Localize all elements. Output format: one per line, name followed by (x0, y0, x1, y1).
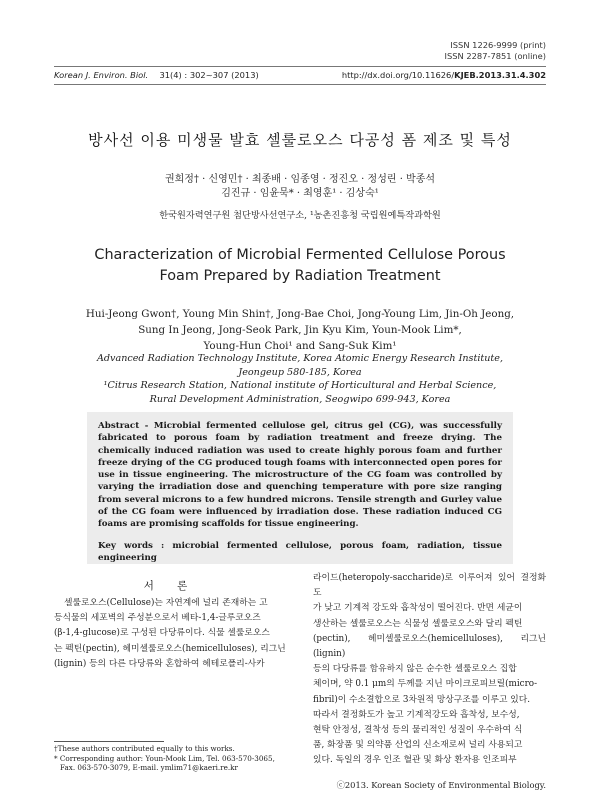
english-authors-line1: Hui-Jeong Gwon†, Young Min Shin†, Jong-Bae Choi, Jong-Young Lim, Jin-Oh Jeong, (85, 308, 515, 320)
issn-block (445, 40, 546, 62)
copyright-notice: ⓒ2013. Korean Society of Environmental Biology. (336, 780, 546, 790)
english-title (0, 245, 600, 287)
body-line: 있다. 독일의 경우 인조 혈관 및 화상 환자용 인조피부 (313, 755, 517, 766)
body-line: 체이며, 약 0.1 μm의 두께를 지닌 마이크로피브릴(micro- (313, 679, 538, 690)
doi-link[interactable] (342, 70, 546, 80)
body-line: 는 펙틴(pectin), 헤미셀룰로오스(hemicelluloses), 리그닌 (54, 643, 286, 654)
footnote-corresponding-author: * Corresponding author: Youn-Mook Lim, Tel. 063-570-3065, (54, 753, 275, 763)
header-top-rule (54, 66, 546, 67)
body-line: (lignin) 등의 다른 다당류와 혼합하여 헤테로폴리-사카 (54, 658, 265, 669)
issn-print: ISSN 1226-9999 (print) (450, 40, 546, 50)
section-heading-introduction: 서 론 (143, 580, 198, 592)
body-line: 현탁 안정성, 결착성 등의 물리적인 성질이 우수하여 식 (313, 725, 523, 736)
body-line: 품, 화장품 및 의약품 산업의 신소재로써 널리 사용되고 (313, 740, 523, 751)
english-affiliations (0, 352, 600, 406)
footnote-rule (54, 741, 164, 742)
footnote-equal-contribution: †These authors contributed equally to this works. (54, 744, 235, 753)
english-title-line2: Foam Prepared by Radiation Treatment (159, 268, 441, 284)
body-line: 셀룰로오스(Cellulose)는 자연계에 널리 존재하는 고 (64, 598, 268, 608)
abstract-box (87, 412, 513, 564)
body-column-left (54, 596, 287, 672)
body-line: 생산하는 셀룰로오스는 식물성 셀룰로오스와 달리 펙틴 (313, 618, 523, 629)
doi-suffix: KJEB.2013.31.4.302 (454, 70, 546, 80)
english-aff-line1: Advanced Radiation Technology Institute, Korea Atomic Energy Research Institute, (96, 353, 504, 364)
korean-authors-line2: 김진규 · 임윤묵* · 최영훈¹ · 김상숙¹ (221, 188, 379, 199)
english-authors (0, 306, 600, 354)
english-title-line1: Characterization of Microbial Fermented Cellulose Porous (94, 247, 506, 263)
issn-online: ISSN 2287-7851 (online) (444, 51, 546, 61)
keywords: Key words : microbial fermented cellulose, porous foam, radiation, tissue engineering (98, 540, 502, 563)
body-line: (pectin), 헤미셀룰로오스(hemicelluloses), 리그닌(lignin) (313, 633, 546, 660)
english-aff-line3: ¹Citrus Research Station, National institute of Horticultural and Herbal Science, (103, 380, 497, 391)
abstract-paragraph (98, 420, 502, 531)
body-line: 등의 다당류를 함유하지 않은 순수한 셀룰로오스 집합 (313, 664, 517, 675)
body-line: 가 낮고 기계적 강도와 흡착성이 떨어진다. 반면 세균이 (313, 603, 523, 614)
volume-pages: 31(4) : 302~307 (2013) (159, 70, 259, 80)
korean-authors-line1: 권희정† · 신영민† · 최종배 · 임종영 · 정진오 · 정성린 · 박종석 (164, 174, 436, 185)
journal-name: Korean J. Environ. Biol. (54, 70, 149, 80)
body-line: fibril)이 수소결합으로 3차원적 망상구조를 이루고 있다. (313, 694, 531, 705)
english-aff-line2: Jeongeup 580-185, Korea (238, 366, 362, 378)
body-line: (β-1,4-glucose)로 구성된 다당류이다. 식물 셀룰로오스 (54, 628, 270, 639)
abstract-text: - Microbial fermented cellulose gel, citrus gel (CG), was successfully fabricated to porous foam by radiation treatment and freeze drying. The chemically induced radiation was used to create highly porous foam and further freeze drying of the CG produced tough foams with interconnected open pores for use in tissue engineering. The microstructure of the CG foam was controlled by varying the irradiation dose and quenching temperature with pore size ranging from several microns to a few hundred microns. Tensile strength and Gurley value of the CG foam were influenced by irradiation dose. These radiation induced CG foams are promising scaffolds for tissue engineering. (98, 421, 502, 530)
footnotes (54, 744, 294, 773)
abstract-label: Abstract (98, 421, 140, 431)
journal-citation (54, 70, 259, 80)
english-aff-line4: Rural Development Administration, Seogwipo 699-943, Korea (149, 393, 451, 405)
footnote-contact: Fax. 063-570-3079, E-mail. ymlim71@kaeri.re.kr (60, 763, 238, 773)
english-authors-line3: Young-Hun Choi¹ and Sang-Suk Kim¹ (203, 340, 397, 352)
body-line: 라이드(heteropoly-saccharide)로 이루어져 있어 결정화도 (313, 573, 546, 599)
korean-affiliation: 한국원자력연구원 첨단방사선연구소, ¹농촌진흥청 국립원예특작과학원 (159, 210, 441, 221)
body-line: 따라서 결정화도가 높고 기계적강도와 흡착성, 보수성, (313, 709, 520, 720)
english-authors-line2: Sung In Jeong, Jong-Seok Park, Jin Kyu Kim, Youn-Mook Lim*, (138, 324, 462, 336)
body-line: 등식물의 세포벽의 주성분으로서 베타-1,4-글루코오즈 (54, 613, 261, 624)
body-column-right (313, 571, 546, 769)
doi-prefix: http://dx.doi.org/10.11626/ (341, 70, 455, 80)
korean-title: 방사선 이용 미생물 발효 셀룰로오스 다공성 폼 제조 및 특성 (88, 131, 512, 149)
header-bottom-rule (54, 84, 546, 85)
